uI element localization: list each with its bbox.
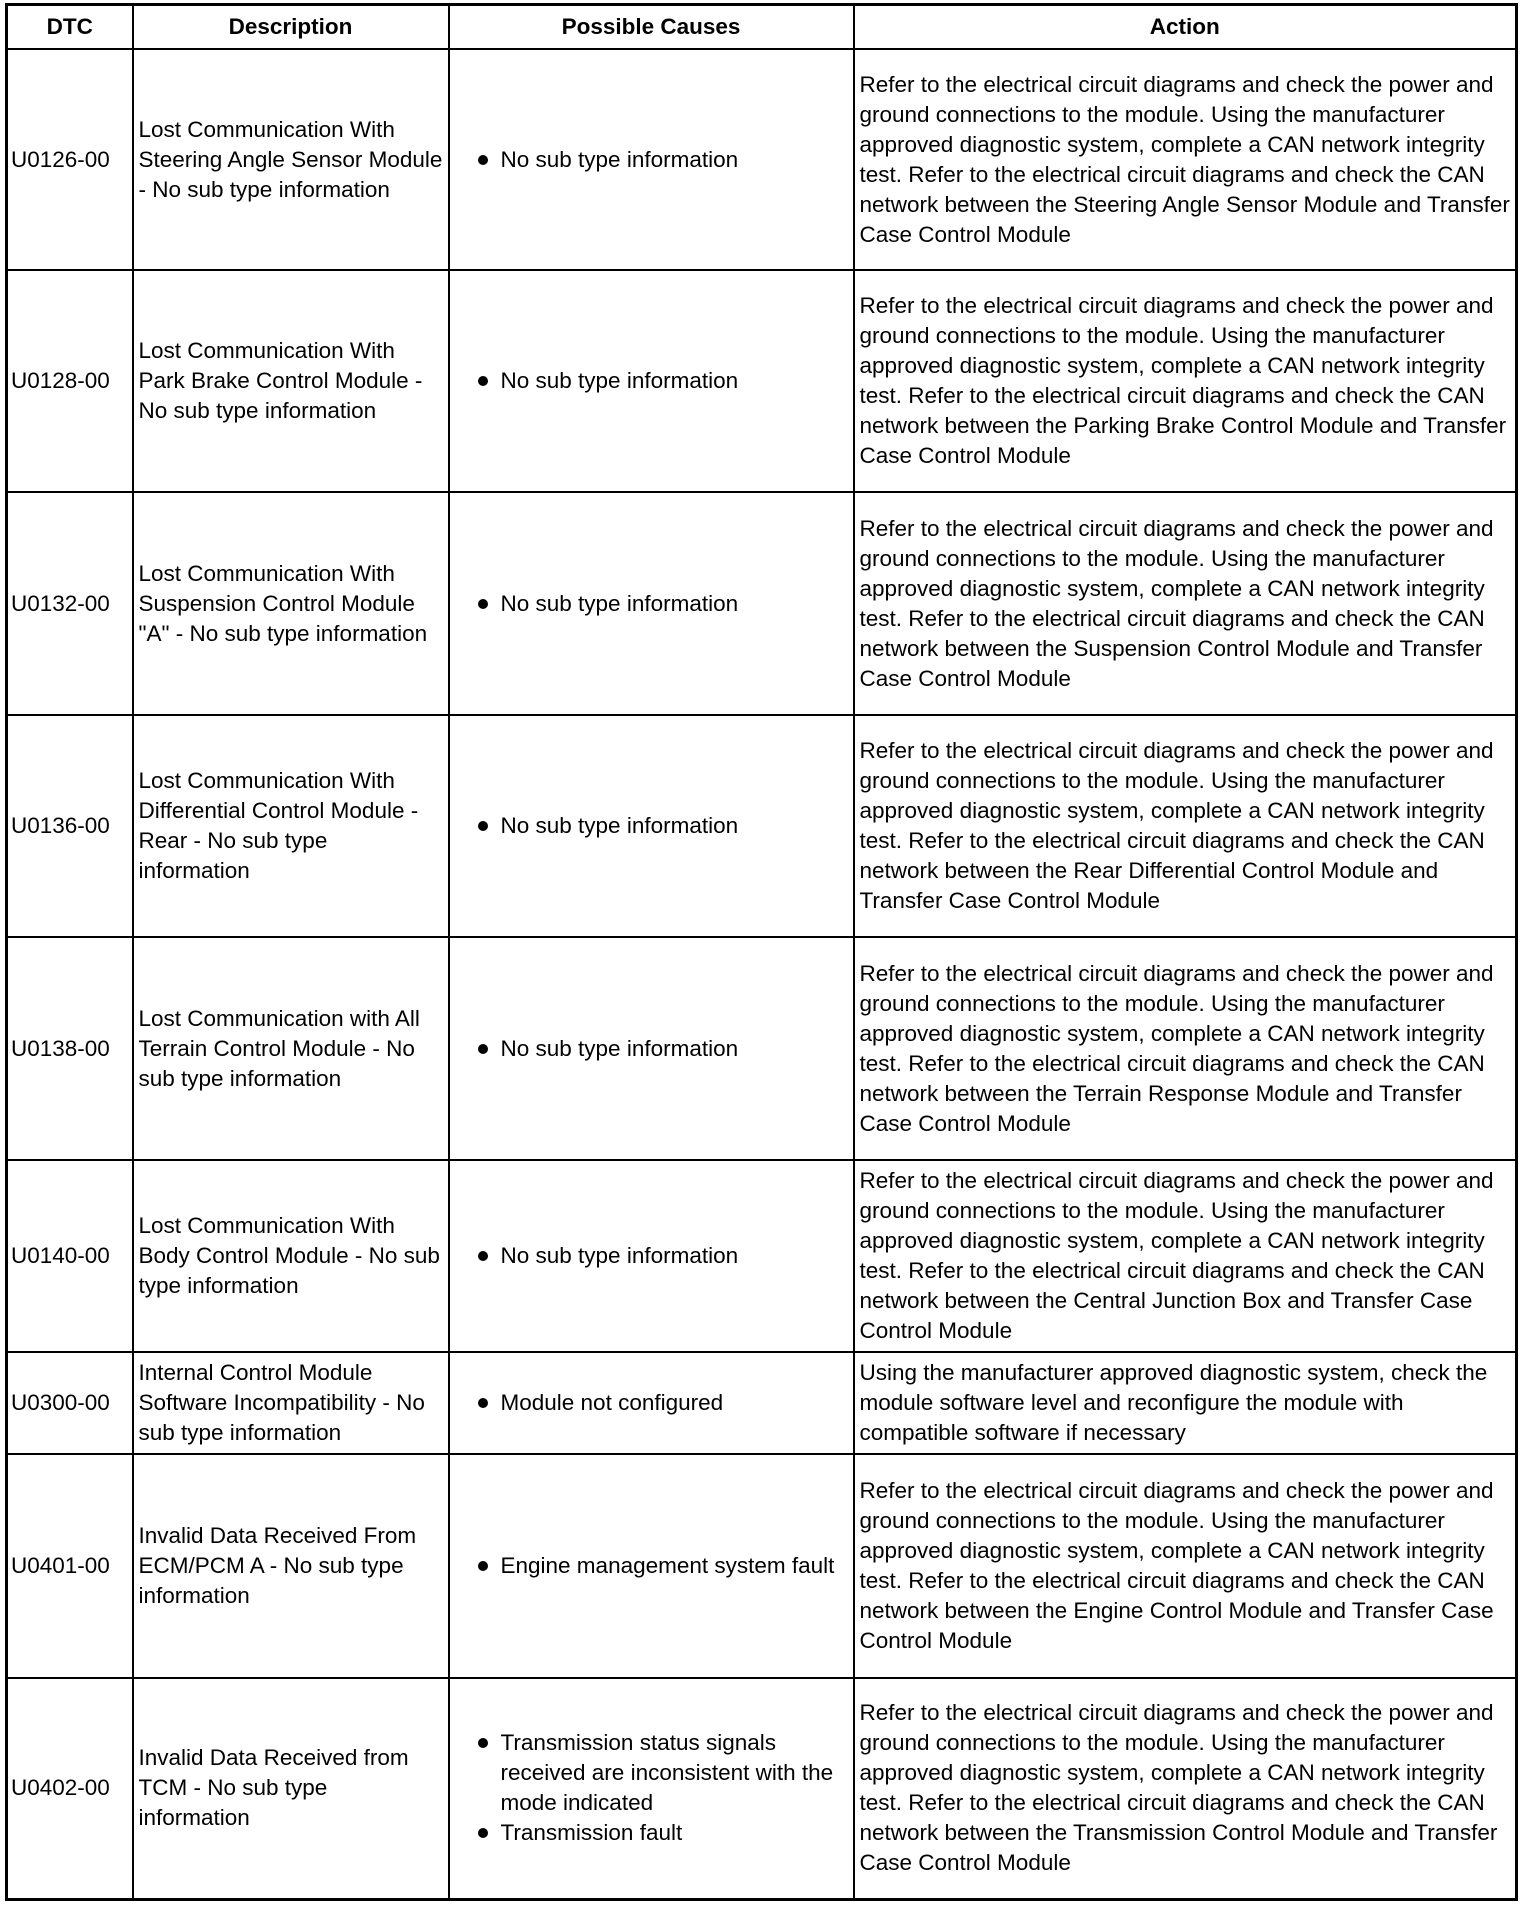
possible-causes [449,1352,854,1454]
action-text: Refer to the electrical circuit diagrams and check the power and ground connections to the module. Using the manufacturer approved diagnostic system, complete a CAN network integrity test. Refer to the electrical circuit diagrams and check the CAN network between the Engine Control Module and Transfer Case Control Module [854,1454,1517,1678]
dtc-code: U0138-00 [7,937,133,1160]
possible-causes [449,1160,854,1352]
causes-list [455,1034,848,1064]
table-row [7,715,1517,937]
possible-causes [449,1454,854,1678]
table-row [7,49,1517,270]
action-text: Refer to the electrical circuit diagrams and check the power and ground connections to the module. Using the manufacturer approved diagnostic system, complete a CAN network integrity test. Refer to the electrical circuit diagrams and check the CAN network between the Suspension Control Module and Transfer Case Control Module [854,492,1517,715]
table-row [7,1160,1517,1352]
dtc-description: Lost Communication With Differential Control Module - Rear - No sub type information [133,715,449,937]
header-description: Description [133,5,449,50]
cause-item: No sub type information [475,1241,848,1271]
dtc-code: U0132-00 [7,492,133,715]
dtc-description: Lost Communication with All Terrain Control Module - No sub type information [133,937,449,1160]
possible-causes [449,270,854,492]
cause-item: No sub type information [475,366,848,396]
table-row [7,1454,1517,1678]
causes-list [455,1728,848,1848]
action-text: Refer to the electrical circuit diagrams and check the power and ground connections to the module. Using the manufacturer approved diagnostic system, complete a CAN network integrity test. Refer to the electrical circuit diagrams and check the CAN network between the Steering Angle Sensor Module and Transfer Case Control Module [854,49,1517,270]
possible-causes [449,937,854,1160]
dtc-table [5,3,1518,1901]
dtc-description: Lost Communication With Suspension Control Module "A" - No sub type information [133,492,449,715]
dtc-description: Lost Communication With Body Control Module - No sub type information [133,1160,449,1352]
cause-item: No sub type information [475,811,848,841]
action-text: Refer to the electrical circuit diagrams and check the power and ground connections to the module. Using the manufacturer approved diagnostic system, complete a CAN network integrity test. Refer to the electrical circuit diagrams and check the CAN network between the Rear Differential Control Module and Transfer Case Control Module [854,715,1517,937]
dtc-code: U0140-00 [7,1160,133,1352]
table-row [7,270,1517,492]
action-text: Refer to the electrical circuit diagrams and check the power and ground connections to the module. Using the manufacturer approved diagnostic system, complete a CAN network integrity test. Refer to the electrical circuit diagrams and check the CAN network between the Terrain Response Module and Transfer Case Control Module [854,937,1517,1160]
dtc-code: U0126-00 [7,49,133,270]
action-text: Refer to the electrical circuit diagrams and check the power and ground connections to the module. Using the manufacturer approved diagnostic system, complete a CAN network integrity test. Refer to the electrical circuit diagrams and check the CAN network between the Parking Brake Control Module and Transfer Case Control Module [854,270,1517,492]
dtc-code: U0136-00 [7,715,133,937]
cause-item: Engine management system fault [475,1551,848,1581]
dtc-description: Invalid Data Received From ECM/PCM A - No sub type information [133,1454,449,1678]
cause-item: Module not configured [475,1388,848,1418]
header-dtc: DTC [7,5,133,50]
causes-list [455,589,848,619]
dtc-description: Lost Communication With Steering Angle Sensor Module - No sub type information [133,49,449,270]
cause-item: No sub type information [475,1034,848,1064]
dtc-description: Invalid Data Received from TCM - No sub type information [133,1678,449,1899]
causes-list [455,145,848,175]
dtc-description: Internal Control Module Software Incompatibility - No sub type information [133,1352,449,1454]
action-text: Using the manufacturer approved diagnostic system, check the module software level and reconfigure the module with compatible software if necessary [854,1352,1517,1454]
causes-list [455,1241,848,1271]
dtc-code: U0401-00 [7,1454,133,1678]
header-possible-causes: Possible Causes [449,5,854,50]
cause-item: Transmission status signals received are inconsistent with the mode indicated [475,1728,848,1818]
table-row [7,1678,1517,1899]
causes-list [455,1388,848,1418]
dtc-code: U0402-00 [7,1678,133,1899]
table-row [7,492,1517,715]
cause-item: Transmission fault [475,1818,848,1848]
causes-list [455,1551,848,1581]
possible-causes [449,715,854,937]
possible-causes [449,49,854,270]
dtc-code: U0128-00 [7,270,133,492]
cause-item: No sub type information [475,589,848,619]
header-row [7,5,1517,50]
cause-item: No sub type information [475,145,848,175]
table-row [7,937,1517,1160]
dtc-description: Lost Communication With Park Brake Control Module - No sub type information [133,270,449,492]
header-action: Action [854,5,1517,50]
causes-list [455,366,848,396]
dtc-code: U0300-00 [7,1352,133,1454]
action-text: Refer to the electrical circuit diagrams and check the power and ground connections to the module. Using the manufacturer approved diagnostic system, complete a CAN network integrity test. Refer to the electrical circuit diagrams and check the CAN network between the Central Junction Box and Transfer Case Control Module [854,1160,1517,1352]
possible-causes [449,1678,854,1899]
action-text: Refer to the electrical circuit diagrams and check the power and ground connections to the module. Using the manufacturer approved diagnostic system, complete a CAN network integrity test. Refer to the electrical circuit diagrams and check the CAN network between the Transmission Control Module and Transfer Case Control Module [854,1678,1517,1899]
causes-list [455,811,848,841]
table-row [7,1352,1517,1454]
possible-causes [449,492,854,715]
